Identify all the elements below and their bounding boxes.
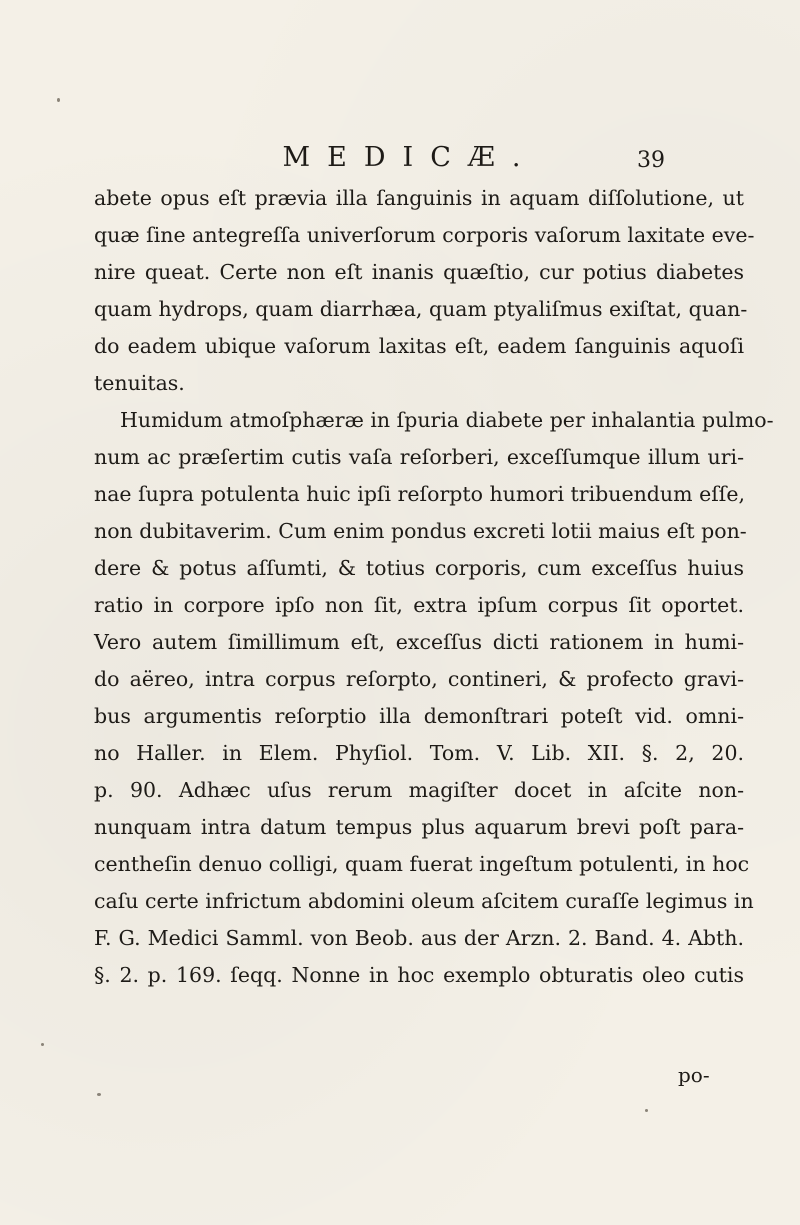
catchword: po- — [678, 1063, 710, 1087]
text-line: abete opus eſt prævia illa ſanguinis in aquam diſſolutione, ut — [94, 186, 744, 210]
text-line: Humidum atmoſphæræ in ſpuria diabete per inhalantia pulmo- — [120, 408, 774, 432]
paper-speck — [41, 1043, 44, 1046]
text-line: num ac præſertim cutis vaſa reſorberi, exceſſumque illum uri- — [94, 445, 744, 469]
text-line: non dubitaverim. Cum enim pondus excreti lotii maius eſt pon- — [94, 519, 747, 543]
text-line: §. 2. p. 169. ſeqq. Nonne in hoc exemplo obturatis oleo cutis — [94, 963, 744, 987]
text-line: Vero autem ſimillimum eſt, exceſſus dicti rationem in humi- — [94, 630, 744, 654]
text-line: tenuitas. — [94, 371, 185, 395]
text-line: do eadem ubique vaſorum laxitas eſt, eadem ſanguinis aquoſi — [94, 334, 744, 358]
page-number: 39 — [637, 148, 665, 173]
text-line: quam hydrops, quam diarrhæa, quam ptyaliſmus exiſtat, quan- — [94, 297, 748, 321]
text-line: bus argumentis reſorptio illa demonſtrari poteſt vid. omni- — [94, 704, 744, 728]
text-line: centheſin denuo colligi, quam fuerat ingeſtum potulenti, in hoc — [94, 852, 750, 876]
paper-speck — [97, 1093, 101, 1096]
text-line: nire queat. Certe non eſt inanis quæſtio, cur potius diabetes — [94, 260, 744, 284]
body-text — [94, 180, 774, 994]
text-line: ratio in corpore ipſo non ſit, extra ipſum corpus ſit oportet. — [94, 593, 744, 617]
text-line: dere & potus aſſumti, & totius corporis, cum exceſſus huius — [94, 556, 744, 580]
text-line: p. 90. Adhæc uſus rerum magiſter docet in aſcite non- — [94, 778, 744, 802]
text-line: nunquam intra datum tempus plus aquarum brevi poſt para- — [94, 815, 744, 839]
running-head: MEDICÆ. — [282, 142, 538, 173]
text-line: caſu certe infrictum abdomini oleum aſcitem curaſſe legimus in — [94, 889, 754, 913]
paper-speck — [57, 98, 60, 102]
text-line: no Haller. in Elem. Phyſiol. Tom. V. Lib. XII. §. 2, 20. — [94, 741, 744, 765]
text-line: F. G. Medici Samml. von Beob. aus der Arzn. 2. Band. 4. Abth. — [94, 926, 744, 950]
text-line: quæ ſine antegreſſa univerſorum corporis vaſorum laxitate eve- — [94, 223, 755, 247]
paper-speck — [645, 1109, 648, 1112]
text-line: nae ſupra potulenta huic ipſi reſorpto humori tribuendum eſſe, — [94, 482, 746, 506]
text-line: do aëreo, intra corpus reſorpto, contineri, & profecto gravi- — [94, 667, 744, 691]
